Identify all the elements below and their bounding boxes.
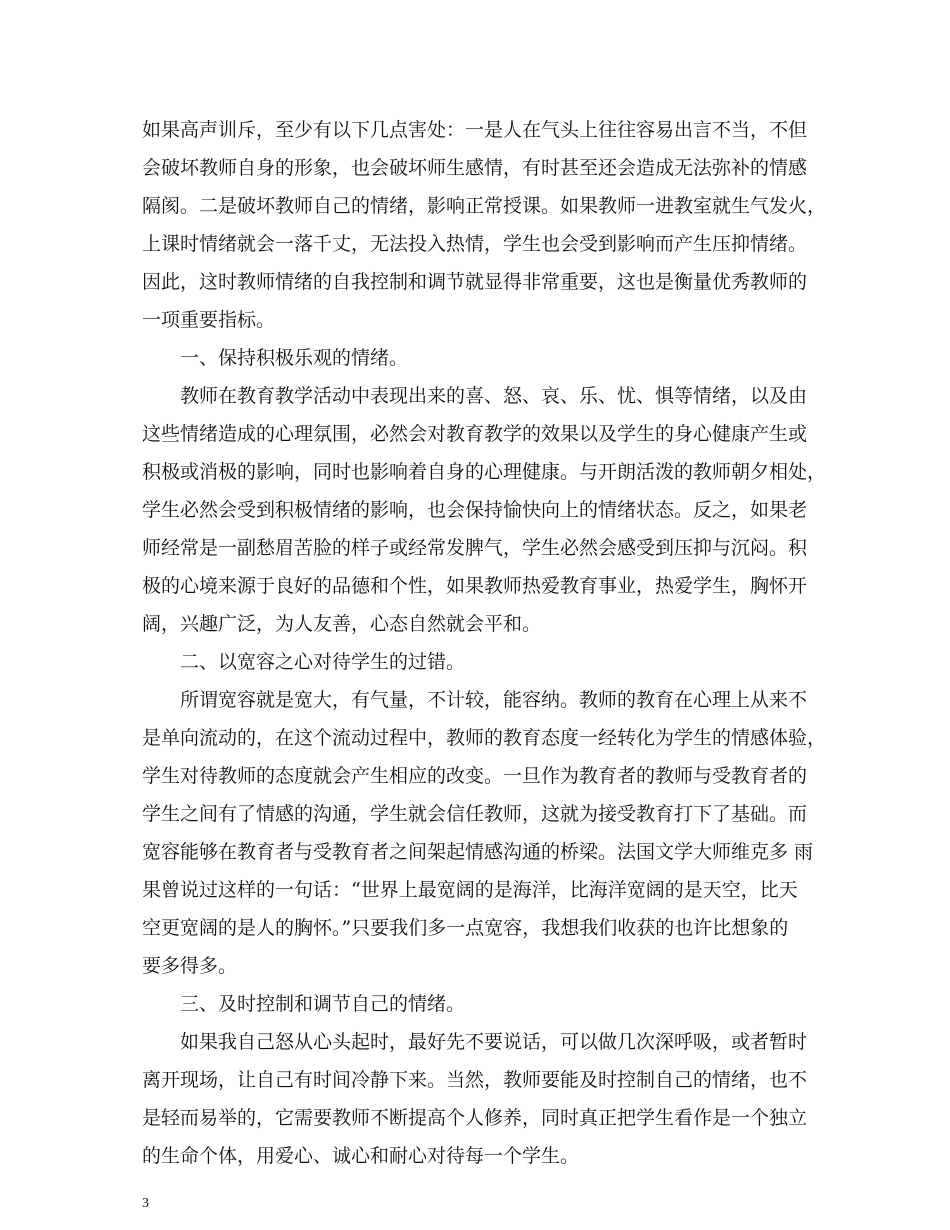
text-line: 这些情绪造成的心理氛围，必然会对教育教学的效果以及学生的身心健康产生或 bbox=[142, 423, 808, 445]
text-line: 会破坏教师自身的形象，也会破坏师生感情，有时甚至还会造成无法弥补的情感 bbox=[142, 157, 808, 179]
text-line: 因此，这时教师情绪的自我控制和调节就显得非常重要，这也是衡量优秀教师的 bbox=[142, 271, 808, 293]
text-line: 空更宽阔的是人的胸怀。”只要我们多一点宽容，我想我们收获的也许比想象的 bbox=[142, 917, 789, 939]
text-line: 隔阂。二是破坏教师自己的情绪，影响正常授课。如果教师一进教室就生气发火， bbox=[142, 195, 827, 217]
text-line: 是单向流动的，在这个流动过程中，教师的教育态度一经转化为学生的情感体验， bbox=[142, 727, 827, 749]
text-line: 积极或消极的影响，同时也影响着自身的心理健康。与开朗活泼的教师朝夕相处， bbox=[142, 461, 827, 483]
text-line: 是轻而易举的，它需要教师不断提高个人修养，同时真正把学生看作是一个独立 bbox=[142, 1107, 808, 1129]
text-line: 学生对待教师的态度就会产生相应的改变。一旦作为教育者的教师与受教育者的 bbox=[142, 765, 808, 787]
text-line: 如果高声训斥，至少有以下几点害处：一是人在气头上往往容易出言不当，不但 bbox=[142, 119, 808, 141]
text-line: 上课时情绪就会一落千丈，无法投入热情，学生也会受到影响而产生压抑情绪。 bbox=[142, 233, 808, 255]
text-line: 一项重要指标。 bbox=[142, 309, 276, 331]
section-heading: 三、及时控制和调节自己的情绪。 bbox=[180, 993, 466, 1015]
section-heading: 二、以宽容之心对待学生的过错。 bbox=[180, 651, 466, 673]
text-line: 学生之间有了情感的沟通，学生就会信任教师，这就为接受教育打下了基础。而 bbox=[142, 803, 808, 825]
text-line: 要多得多。 bbox=[142, 955, 238, 977]
text-line: 离开现场，让自己有时间冷静下来。当然，教师要能及时控制自己的情绪，也不 bbox=[142, 1069, 808, 1091]
text-line: 果曾说过这样的一句话：“世界上最宽阔的是海洋，比海洋宽阔的是天空，比天 bbox=[142, 879, 798, 901]
text-line: 阔，兴趣广泛，为人友善，心态自然就会平和。 bbox=[142, 613, 542, 635]
text-line: 宽容能够在教育者与受教育者之间架起情感沟通的桥梁。法国文学大师维克多 雨 bbox=[142, 841, 814, 863]
text-line: 极的心境来源于良好的品德和个性，如果教师热爱教育事业，热爱学生，胸怀开 bbox=[142, 575, 808, 597]
text-line: 学生必然会受到积极情绪的影响，也会保持愉快向上的情绪状态。反之，如果老 bbox=[142, 499, 808, 521]
text-line: 教师在教育教学活动中表现出来的喜、怒、哀、乐、忧、惧等情绪，以及由 bbox=[180, 385, 808, 407]
page-number: 3 bbox=[142, 1196, 149, 1211]
text-line: 所谓宽容就是宽大，有气量，不计较，能容纳。教师的教育在心理上从来不 bbox=[180, 689, 808, 711]
text-line: 师经常是一副愁眉苦脸的样子或经常发脾气，学生必然会感受到压抑与沉闷。积 bbox=[142, 537, 808, 559]
text-line: 的生命个体，用爱心、诚心和耐心对待每一个学生。 bbox=[142, 1145, 580, 1167]
text-line: 如果我自己怒从心头起时，最好先不要说话，可以做几次深呼吸，或者暂时 bbox=[180, 1031, 808, 1053]
section-heading: 一、保持积极乐观的情绪。 bbox=[180, 347, 409, 369]
